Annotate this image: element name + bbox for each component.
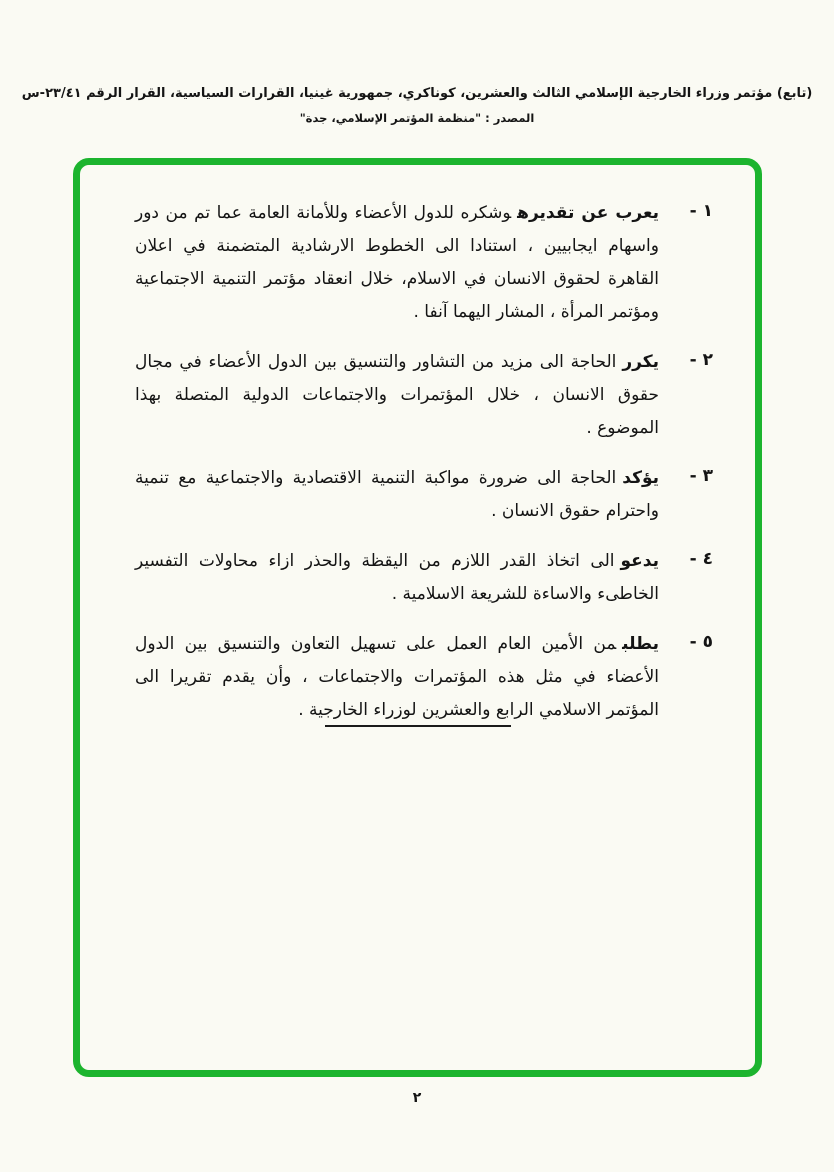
clause-lead-word: يعرب عن تقديره (517, 203, 659, 223)
page-footer (0, 1090, 834, 1106)
clause-item (135, 462, 713, 528)
clause-text (135, 197, 659, 329)
clause-item (135, 628, 713, 727)
clause-item (135, 197, 713, 329)
clause-lead-word: يدعو (620, 551, 659, 571)
clause-text (135, 462, 659, 528)
clause-number: ٤ - (689, 549, 713, 569)
clause-number: ٢ - (689, 350, 713, 370)
clause-text (135, 628, 659, 727)
clause-lead-word: يكرر (622, 352, 659, 372)
clause-item (135, 545, 713, 611)
section-divider (325, 725, 511, 727)
page-number: ٢ (412, 1090, 422, 1106)
document-header (0, 86, 834, 125)
clause-text (135, 346, 659, 445)
clause-number: ٥ - (689, 632, 713, 652)
clause-body-text: الحاجة الى مزيد من التشاور والتنسيق بين الدول الأعضاء في مجال حقوق الانسان ، خلال المؤتمرات والاجتماعات الدولية المتصلة بهذا الموضوع . (135, 352, 659, 438)
clause-body-text: الى اتخاذ القدر اللازم من اليقظة والحذر ازاء محاولات التفسير الخاطىء والاساءة للشريعة الاسلامية . (135, 551, 659, 604)
clause-number: ٣ - (689, 466, 713, 486)
clause-lead-word: يؤكد (622, 468, 659, 488)
clause-text (135, 545, 659, 611)
highlight-frame (73, 158, 762, 1077)
clause-item (135, 346, 713, 445)
clause-body-text: من الأمين العام العمل على تسهيل التعاون والتنسيق بين الدول الأعضاء في مثل هذه المؤتمرات والاجتماعات ، وأن يقدم تقريرا الى المؤتمر الاسلامي الرابع والعشرين لوزراء الخارجية . (135, 634, 659, 720)
header-continuation-title: (تابع) مؤتمر وزراء الخارجية الإسلامي الثالث والعشرين، كوناكري، جمهورية غينيا، القرارات السياسية، القرار الرقم ٢٣/٤١-س (21, 86, 813, 101)
clause-number: ١ - (689, 201, 713, 221)
clause-body-text: وشكره للدول الأعضاء وللأمانة العامة عما تم من دور واسهام ايجابيين ، استنادا الى الخطوط الارشادية المتضمنة في اعلان القاهرة لحقوق الانسان في الاسلام، خلال انعقاد مؤتمر التنمية الاجتماعية ومؤتمر المرأة ، المشار اليهما آنفا . (135, 203, 659, 322)
header-source: المصدر : "منظمة المؤتمر الإسلامي، جدة" (299, 111, 535, 125)
clause-body-text: الحاجة الى ضرورة مواكبة التنمية الاقتصادية والاجتماعية مع تنمية واحترام حقوق الانسان . (135, 468, 659, 521)
resolution-clauses (135, 197, 713, 727)
clause-lead-word: يطلب (622, 634, 659, 654)
